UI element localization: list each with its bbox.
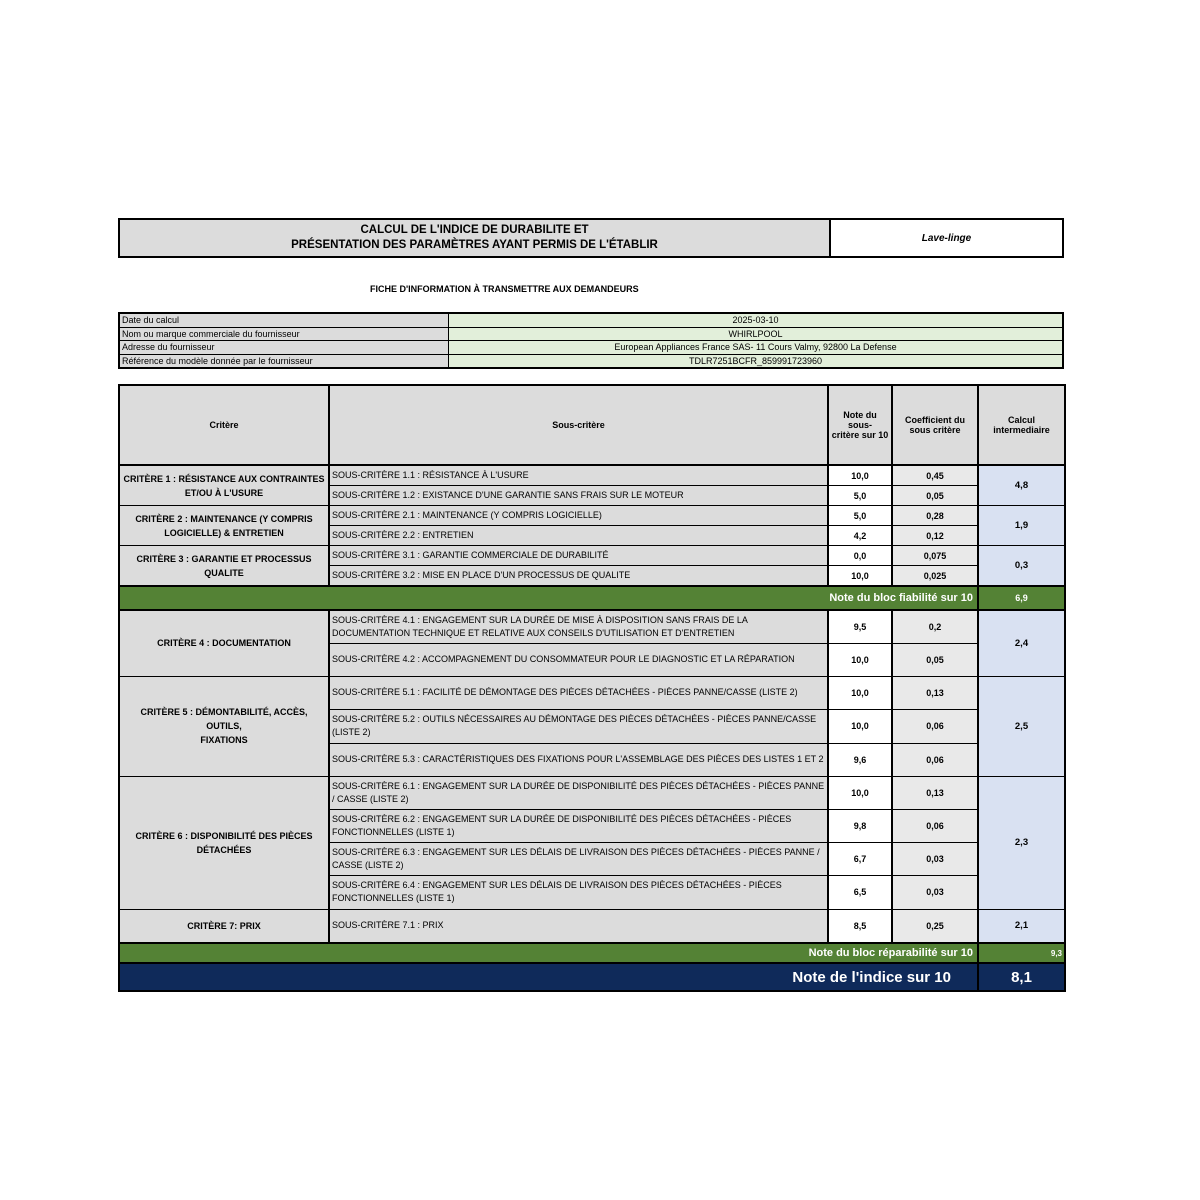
subcriterion-2-1-coef: 0,28	[892, 506, 978, 526]
brand-value: WHIRLPOOL	[449, 327, 1064, 341]
criterion-label: LOGICIELLE) & ENTRETIEN	[164, 527, 284, 538]
subcriterion-5-2: SOUS-CRITÈRE 5.2 : OUTILS NÉCESSAIRES AU DÉMONTAGE DES PIÈCES DÉTACHÉES - PIÈCES PANNE/CASSE (LISTE 2)	[329, 709, 828, 743]
subcriterion-5-2-note: 10,0	[828, 709, 892, 743]
subcriterion-3-2: SOUS-CRITÈRE 3.2 : MISE EN PLACE D'UN PROCESSUS DE QUALITE	[329, 566, 828, 587]
subcriterion-1-1-coef: 0,45	[892, 465, 978, 486]
table-header-row	[119, 385, 1065, 465]
subcriterion-3-1-note: 0,0	[828, 546, 892, 566]
column-header-calcul	[978, 385, 1065, 465]
reference-label: Référence du modèle donnée par le fournisseur	[119, 354, 449, 368]
criterion-1-calc: 4,8	[978, 465, 1065, 506]
subcriterion-1-1: SOUS-CRITÈRE 1.1 : RÉSISTANCE À L'USURE	[329, 465, 828, 486]
subcriterion-6-3: SOUS-CRITÈRE 6.3 : ENGAGEMENT SUR LES DÉLAIS DE LIVRAISON DES PIÈCES DÉTACHÉES - PIÈCES PANNE / CASSE (LISTE 2)	[329, 842, 828, 875]
reparabilite-block-row	[119, 943, 1065, 963]
criterion-7: CRITÈRE 7: PRIX	[119, 909, 329, 943]
criterion-label: CRITÈRE 6 : DISPONIBILITÉ DES PIÈCES	[135, 830, 313, 841]
subcriterion-6-2: SOUS-CRITÈRE 6.2 : ENGAGEMENT SUR LA DURÉE DE DISPONIBILITÉ DES PIÈCES DÉTACHÉES - PIÈCES FONCTIONNELLES (LISTE 1)	[329, 809, 828, 842]
subcriterion-1-2: SOUS-CRITÈRE 1.2 : EXISTANCE D'UNE GARANTIE SANS FRAIS SUR LE MOTEUR	[329, 486, 828, 506]
note-header-line-1: Note du sous-	[843, 410, 877, 430]
subcriterion-4-2-coef: 0,05	[892, 643, 978, 676]
criterion-3-calc: 0,3	[978, 546, 1065, 587]
subtitle: FICHE D'INFORMATION À TRANSMETTRE AUX DEMANDEURS	[370, 284, 639, 294]
column-header-sous-critere: Sous-critère	[329, 385, 828, 465]
subcriterion-4-2-note: 10,0	[828, 643, 892, 676]
subcriterion-4-1-coef: 0,2	[892, 610, 978, 643]
date-label: Date du calcul	[119, 313, 449, 327]
column-header-critere: Critère	[119, 385, 329, 465]
table-row	[119, 465, 1065, 486]
durability-index-table	[118, 384, 1066, 992]
subcriterion-3-1-coef: 0,075	[892, 546, 978, 566]
subcriterion-6-1-coef: 0,13	[892, 776, 978, 809]
table-row	[119, 506, 1065, 526]
criterion-4: CRITÈRE 4 : DOCUMENTATION	[119, 610, 329, 676]
criterion-1	[119, 465, 329, 506]
brand-label: Nom ou marque commerciale du fournisseur	[119, 327, 449, 341]
criterion-2-calc: 1,9	[978, 506, 1065, 546]
info-row-date	[119, 313, 1063, 327]
subcriterion-2-2-note: 4,2	[828, 526, 892, 546]
subcriterion-3-2-coef: 0,025	[892, 566, 978, 587]
final-index-value: 8,1	[978, 963, 1065, 991]
subcriterion-6-4-note: 6,5	[828, 875, 892, 909]
table-row	[119, 909, 1065, 943]
address-value: European Appliances France SAS- 11 Cours Valmy, 92800 La Defense	[449, 341, 1064, 355]
subcriterion-1-2-coef: 0,05	[892, 486, 978, 506]
subcriterion-6-2-note: 9,8	[828, 809, 892, 842]
subcriterion-1-1-note: 10,0	[828, 465, 892, 486]
subcriterion-3-1: SOUS-CRITÈRE 3.1 : GARANTIE COMMERCIALE DE DURABILITÉ	[329, 546, 828, 566]
subcriterion-3-2-note: 10,0	[828, 566, 892, 587]
criterion-6	[119, 776, 329, 909]
supplier-info-table	[118, 312, 1064, 369]
criterion-label: DÉTACHÉES	[196, 844, 252, 855]
criterion-3	[119, 546, 329, 587]
subcriterion-6-1-note: 10,0	[828, 776, 892, 809]
address-label: Adresse du fournisseur	[119, 341, 449, 355]
criterion-label: ET/OU À L'USURE	[184, 487, 264, 498]
final-index-label: Note de l'indice sur 10	[119, 963, 978, 991]
criterion-4-calc: 2,4	[978, 610, 1065, 676]
criterion-label: FIXATIONS	[200, 735, 248, 745]
criterion-5-calc: 2,5	[978, 676, 1065, 776]
subcriterion-7-1-coef: 0,25	[892, 909, 978, 943]
criterion-label: CRITÈRE 3 : GARANTIE ET PROCESSUS	[136, 553, 312, 564]
subcriterion-4-1: SOUS-CRITÈRE 4.1 : ENGAGEMENT SUR LA DURÉE DE MISE À DISPOSITION SANS FRAIS DE LA DOCUMENTATION TECHNIQUE ET RELATIVE AUX CONSEILS D'UTILISATION ET D'ENTRETIEN	[329, 610, 828, 643]
subcriterion-2-2: SOUS-CRITÈRE 2.2 : ENTRETIEN	[329, 526, 828, 546]
reparabilite-block-value: 9,3	[978, 943, 1065, 963]
criterion-label: CRITÈRE 2 : MAINTENANCE (Y COMPRIS	[135, 513, 313, 524]
subcriterion-4-1-note: 9,5	[828, 610, 892, 643]
subcriterion-5-1: SOUS-CRITÈRE 5.1 : FACILITÉ DE DÉMONTAGE DES PIÈCES DÉTACHÉES - PIÈCES PANNE/CASSE (LISTE 2)	[329, 676, 828, 709]
subcriterion-4-2: SOUS-CRITÈRE 4.2 : ACCOMPAGNEMENT DU CONSOMMATEUR POUR LE DIAGNOSTIC ET LA RÉPARATION	[329, 643, 828, 676]
column-header-note	[828, 385, 892, 465]
subcriterion-6-3-note: 6,7	[828, 842, 892, 875]
subcriterion-5-3-coef: 0,06	[892, 743, 978, 776]
fiabilite-block-label: Note du bloc fiabilité sur 10	[119, 586, 978, 610]
table-row	[119, 610, 1065, 643]
note-header-line-2: critère sur 10	[831, 430, 889, 440]
calc-header-line-2: intermediaire	[993, 425, 1050, 435]
criterion-label: CRITÈRE 5 : DÉMONTABILITÉ, ACCÈS, OUTILS,	[140, 707, 308, 731]
subcriterion-6-3-coef: 0,03	[892, 842, 978, 875]
table-row	[119, 776, 1065, 809]
info-row-reference	[119, 354, 1063, 368]
criterion-label: CRITÈRE 1 : RÉSISTANCE AUX CONTRAINTES	[123, 473, 325, 484]
criterion-6-calc: 2,3	[978, 776, 1065, 909]
document-title	[120, 220, 831, 256]
info-row-address	[119, 341, 1063, 355]
fiabilite-block-row	[119, 586, 1065, 610]
subcriterion-5-3: SOUS-CRITÈRE 5.3 : CARACTÉRISTIQUES DES FIXATIONS POUR L'ASSEMBLAGE DES PIÈCES DES LISTES 1 ET 2	[329, 743, 828, 776]
subcriterion-2-2-coef: 0,12	[892, 526, 978, 546]
title-line-1: CALCUL DE L'INDICE DE DURABILITE ET	[360, 224, 589, 236]
document-header	[118, 218, 1064, 258]
criterion-label: QUALITE	[204, 567, 244, 578]
fiabilite-block-value: 6,9	[978, 586, 1065, 610]
subcriterion-5-1-note: 10,0	[828, 676, 892, 709]
criterion-7-calc: 2,1	[978, 909, 1065, 943]
subcriterion-2-1-note: 5,0	[828, 506, 892, 526]
calc-header-line-1: Calcul	[1007, 415, 1035, 425]
criterion-2	[119, 506, 329, 546]
coef-header-line-2: sous critère	[909, 425, 961, 435]
subcriterion-5-1-coef: 0,13	[892, 676, 978, 709]
reference-value: TDLR7251BCFR_859991723960	[449, 354, 1064, 368]
subcriterion-7-1: SOUS-CRITÈRE 7.1 : PRIX	[329, 909, 828, 943]
criterion-5	[119, 676, 329, 776]
subcriterion-5-2-coef: 0,06	[892, 709, 978, 743]
subcriterion-6-4: SOUS-CRITÈRE 6.4 : ENGAGEMENT SUR LES DÉLAIS DE LIVRAISON DES PIÈCES DÉTACHÉES - PIÈCES FONCTIONNELLES (LISTE 1)	[329, 875, 828, 909]
subcriterion-7-1-note: 8,5	[828, 909, 892, 943]
coef-header-line-1: Coefficient du	[905, 415, 965, 425]
subcriterion-6-4-coef: 0,03	[892, 875, 978, 909]
subcriterion-1-2-note: 5,0	[828, 486, 892, 506]
info-row-brand	[119, 327, 1063, 341]
table-row	[119, 676, 1065, 709]
date-value: 2025-03-10	[449, 313, 1064, 327]
title-line-2: PRÉSENTATION DES PARAMÈTRES AYANT PERMIS DE L'ÉTABLIR	[291, 239, 658, 251]
subcriterion-2-1: SOUS-CRITÈRE 2.1 : MAINTENANCE (Y COMPRIS LOGICIELLE)	[329, 506, 828, 526]
subcriterion-6-1: SOUS-CRITÈRE 6.1 : ENGAGEMENT SUR LA DURÉE DE DISPONIBILITÉ DES PIÈCES DÉTACHÉES - PIÈCES PANNE / CASSE (LISTE 2)	[329, 776, 828, 809]
column-header-coefficient	[892, 385, 978, 465]
table-row	[119, 546, 1065, 566]
subcriterion-5-3-note: 9,6	[828, 743, 892, 776]
subcriterion-6-2-coef: 0,06	[892, 809, 978, 842]
product-type: Lave-linge	[921, 232, 972, 244]
reparabilite-block-label: Note du bloc réparabilité sur 10	[119, 943, 978, 963]
final-index-row	[119, 963, 1065, 991]
